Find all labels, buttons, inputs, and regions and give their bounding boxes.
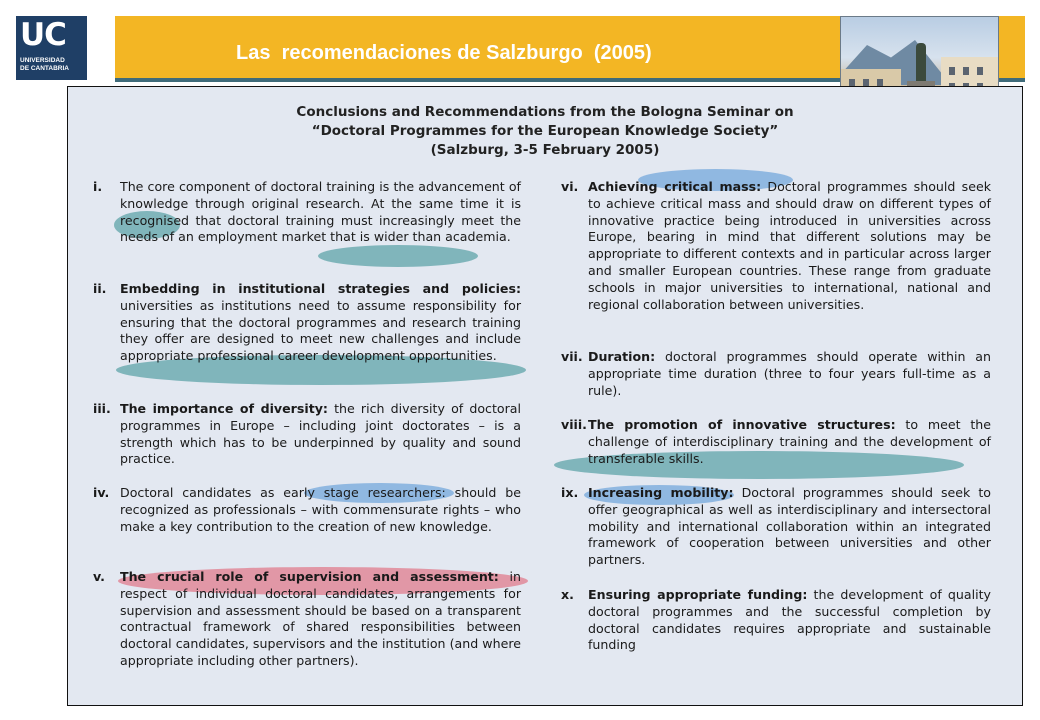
item-vii: vii. Duration: doctoral programmes should operate within an appropriate time duration (three to four years full-time as a rule). [561,349,991,398]
logo-line-2: DE CANTABRIA [20,65,69,72]
document-title: Conclusions and Recommendations from the Bologna Seminar on “Doctoral Programmes for the European Knowledge Society” (Salzburg, 3-5 February 2005) [296,104,794,158]
item-viii: viii. The promotion of innovative structures: to meet the challenge of interdisciplinary training and the development of transferable skills. [561,417,991,466]
statue [916,43,926,83]
logo-line-1: UNIVERSIDAD [20,57,65,64]
item-vi: vi. Achieving critical mass: Doctoral programmes should seek to achieve critical mass and should draw on different types of innovative practice being introduced in universities across Europe, bearing in mind that different solutions may be appropriate to different contexts and in particular across larger and smaller European countries. These range from graduate schools in major universities to international, national and regional collaboration between universities. [561,179,991,312]
item-iii: iii. The importance of diversity: the rich diversity of doctoral programmes in Europe – including joint doctorates – is a strength which has to be underpinned by quality and sound practice. [93,401,522,467]
highlight-wider-than-academia [318,245,478,267]
scanned-document [67,86,1023,706]
item-i: i. The core component of doctoral training is the advancement of knowledge through original research. At the same time it is recognised that doctoral training must increasingly meet the needs of an employment market that is wider than academia. [93,179,521,245]
item-v: v. The crucial role of supervision and assessment: in respect of individual doctoral candidates, arrangements for supervision and assessment should be based on a transparent contractual framework of shared responsibilities between doctoral candidates, supervisors and the institution (and where appropriate including other partners). [93,569,522,668]
item-iv: iv. Doctoral candidates as early stage researchers: should be recognized as professionals – with commensurate rights – who make a key contribution to the creation of new knowledge. [93,485,521,534]
item-ix: ix. Increasing mobility: Doctoral programmes should seek to offer geographical as well as interdisciplinary and intersectoral mobility and international collaboration within an integrated framework of cooperation between universities and other partners. [561,485,991,568]
university-logo [16,16,87,80]
item-ii: ii. Embedding in institutional strategies and policies: universities as institutions need to assume responsibility for ensuring that the doctoral programmes and research training they offer are designed to meet new challenges and include appropriate professional career development opportunities. [93,281,521,364]
logo-mark: UC [20,17,66,53]
item-x: x. Ensuring appropriate funding: the development of quality doctoral programmes and the successful completion by doctoral candidates requires appropriate and sustainable funding [561,587,992,653]
slide-title: Las recomendaciones de Salzburgo (2005) [236,42,652,64]
